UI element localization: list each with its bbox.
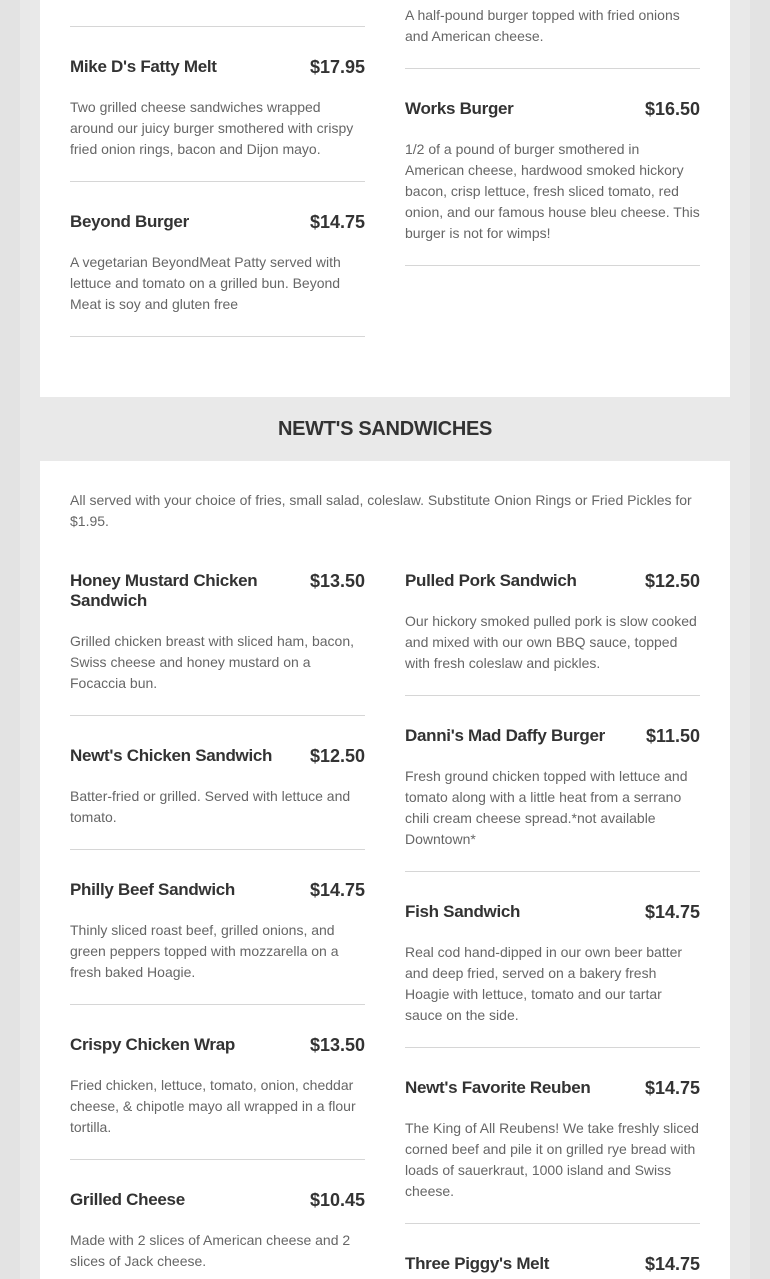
item-price: $13.50 xyxy=(309,571,365,591)
menu-item xyxy=(405,99,700,244)
item-description: Two grilled cheese sandwiches wrapped around our juicy burger smothered with crispy fried onion rings, bacon and Dijon mayo. xyxy=(70,99,354,157)
menu-item xyxy=(405,571,700,674)
item-description: A vegetarian BeyondMeat Patty served with lettuce and tomato on a grilled bun. Beyond Meat is soy and gluten free xyxy=(70,254,341,312)
item-price: $14.75 xyxy=(644,902,700,922)
divider xyxy=(405,695,700,696)
divider xyxy=(70,1159,365,1160)
item-price: $13.50 xyxy=(309,1035,365,1055)
item-price: $16.50 xyxy=(644,99,700,119)
divider xyxy=(70,181,365,182)
section-title: NEWT'S SANDWICHES xyxy=(277,417,493,440)
divider xyxy=(70,26,365,27)
menu-item xyxy=(405,726,700,850)
item-price: $12.50 xyxy=(309,746,365,766)
item-name: Crispy Chicken Wrap xyxy=(70,1035,235,1054)
divider xyxy=(70,336,365,337)
item-price: $14.75 xyxy=(644,1078,700,1098)
item-description: The King of All Reubens! We take freshly sliced corned beef and pile it on grilled rye bread with loads of sauerkraut, 1000 island and Swiss cheese. xyxy=(405,1120,699,1199)
item-name: Works Burger xyxy=(405,99,514,118)
menu-item xyxy=(70,571,365,694)
item-description: A half-pound burger topped with fried onions and American cheese. xyxy=(405,7,680,44)
item-description: Thinly sliced roast beef, grilled onions, and green peppers topped with mozzarella on a fresh baked Hoagie. xyxy=(70,922,339,980)
item-price: $10.45 xyxy=(309,1190,365,1210)
menu-item xyxy=(70,212,365,315)
menu-item xyxy=(405,902,700,1026)
item-name: Mike D's Fatty Melt xyxy=(70,57,217,76)
divider xyxy=(70,849,365,850)
sandwiches-section-header xyxy=(40,397,730,461)
item-price: $14.75 xyxy=(309,880,365,900)
menu-item xyxy=(70,880,365,983)
item-name: Grilled Cheese xyxy=(70,1190,185,1209)
item-name: Three Piggy's Melt xyxy=(405,1254,550,1273)
divider xyxy=(405,1047,700,1048)
item-description: Made with 2 slices of American cheese and 2 slices of Jack cheese. xyxy=(70,1232,351,1269)
menu-item xyxy=(405,1254,700,1274)
item-price: $14.75 xyxy=(644,1254,700,1274)
item-description: Fresh ground chicken topped with lettuce and tomato along with a little heat from a serrano chili cream cheese spread.*not available Downtown* xyxy=(405,768,688,847)
item-description: Batter-fried or grilled. Served with lettuce and tomato. xyxy=(70,788,351,825)
divider xyxy=(405,871,700,872)
menu-item xyxy=(70,1190,365,1272)
item-price: $12.50 xyxy=(644,571,700,591)
item-name: Fish Sandwich xyxy=(405,902,521,921)
item-price: $17.95 xyxy=(309,57,365,77)
divider xyxy=(405,265,700,266)
menu-item xyxy=(405,1078,700,1202)
item-description: 1/2 of a pound of burger smothered in American cheese, hardwood smoked hickory bacon, crisp lettuce, fresh sliced tomato, red onion, and our famous house bleu cheese. This burger is not for wimps! xyxy=(405,141,700,241)
item-description: Grilled chicken breast with sliced ham, bacon, Swiss cheese and honey mustard on a Focaccia bun. xyxy=(70,633,355,691)
divider xyxy=(405,1223,700,1224)
item-description: Real cod hand-dipped in our own beer batter and deep fried, served on a bakery fresh Hoagie with lettuce, tomato and our tartar sauce on the side. xyxy=(405,944,683,1023)
item-price: $11.50 xyxy=(645,726,700,746)
menu-item xyxy=(405,5,700,47)
item-name: Newt's Chicken Sandwich xyxy=(70,746,273,765)
item-name: Newt's Favorite Reuben xyxy=(405,1078,591,1097)
item-name: Philly Beef Sandwich xyxy=(70,880,235,899)
item-name: Pulled Pork Sandwich xyxy=(405,571,577,590)
menu-item xyxy=(70,1035,365,1138)
item-price: $14.75 xyxy=(309,212,365,232)
item-name: Danni's Mad Daffy Burger xyxy=(405,726,605,745)
menu-item xyxy=(70,746,365,828)
item-name: Beyond Burger xyxy=(70,212,189,231)
divider xyxy=(405,68,700,69)
item-description: Our hickory smoked pulled pork is slow cooked and mixed with our own BBQ sauce, topped with fresh coleslaw and pickles. xyxy=(405,613,697,671)
item-name: Honey Mustard Chicken Sandwich xyxy=(70,571,258,610)
divider xyxy=(70,1004,365,1005)
section-intro: All served with your choice of fries, small salad, coleslaw. Substitute Onion Rings or Fried Pickles for $1.95. xyxy=(70,492,692,529)
divider xyxy=(70,715,365,716)
menu-item xyxy=(70,57,365,160)
item-description: Fried chicken, lettuce, tomato, onion, cheddar cheese, & chipotle mayo all wrapped in a flour tortilla. xyxy=(70,1077,356,1135)
